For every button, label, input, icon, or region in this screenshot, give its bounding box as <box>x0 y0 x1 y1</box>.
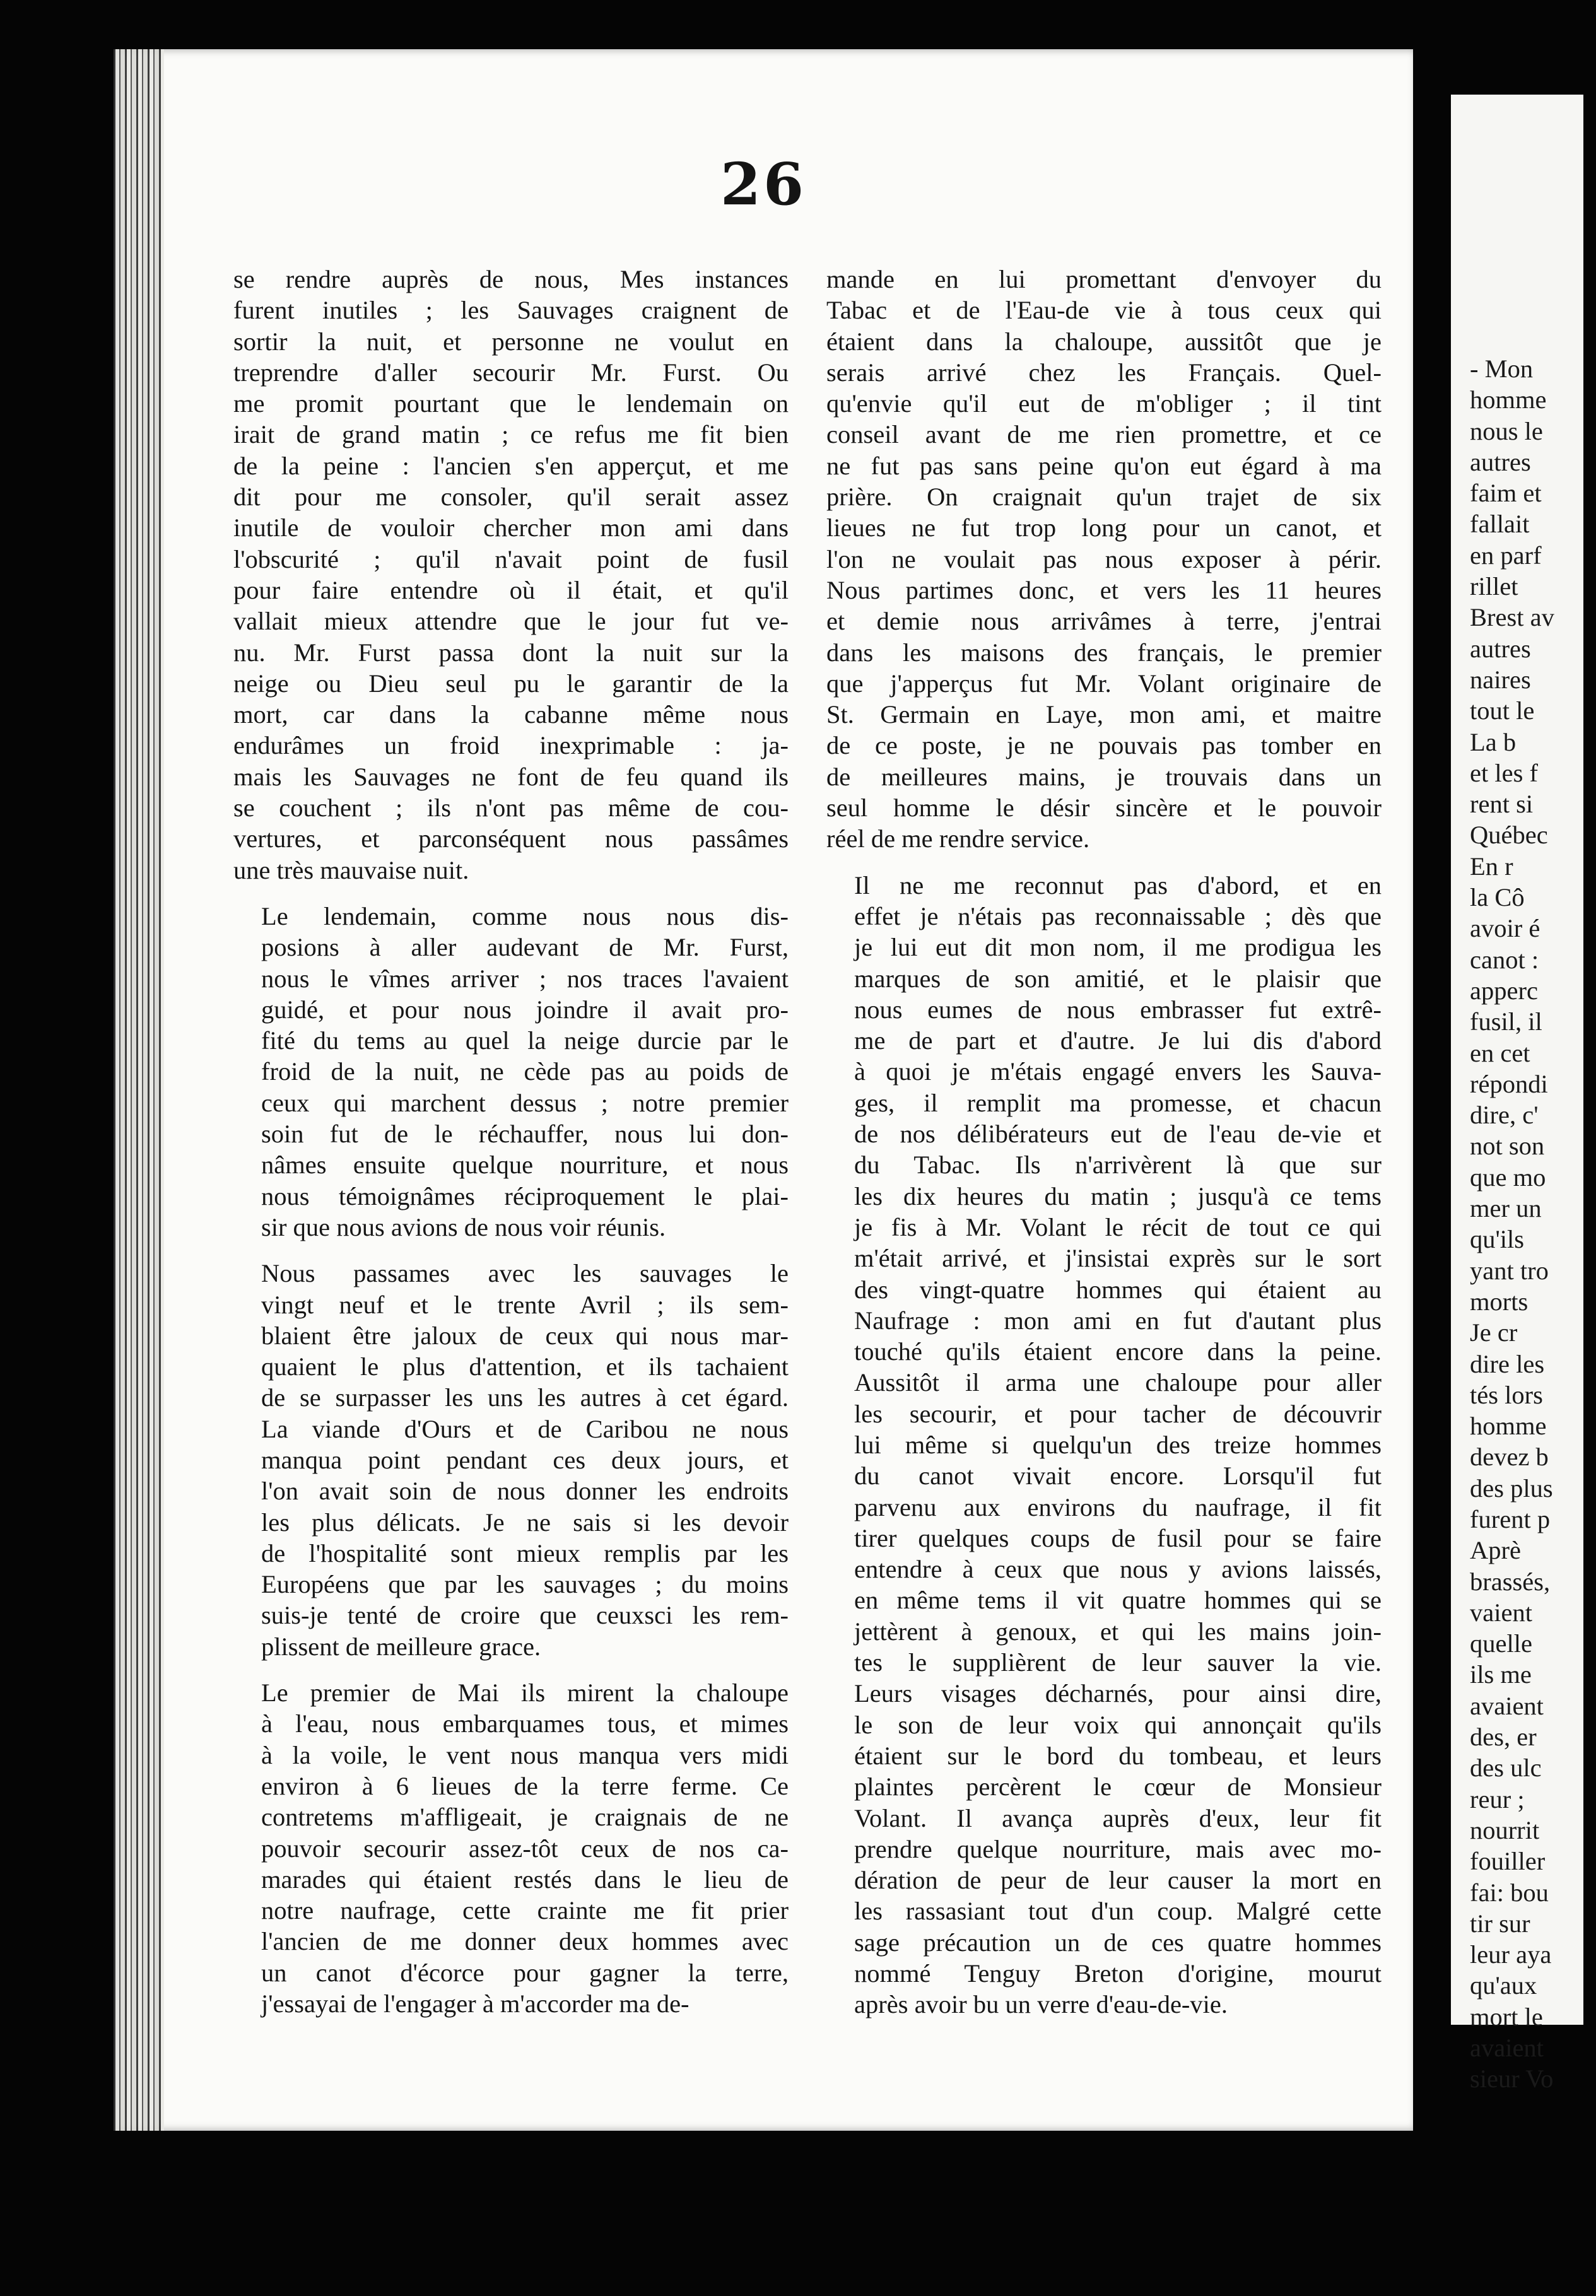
text-line: conseil avant de me rien promettre, et ce <box>826 420 1382 449</box>
facing-page-line: Brest av <box>1470 603 1554 632</box>
facing-page-line: brassés, <box>1470 1567 1551 1596</box>
text-line: entendre à ceux que nous y avions laissés, <box>854 1555 1382 1584</box>
paragraph <box>233 901 789 1243</box>
text-line: lui même si quelqu'un des treize hommes <box>854 1430 1382 1459</box>
text-line: sir que nous avions de nous voir réunis. <box>261 1212 666 1241</box>
text-line: nous eumes de nous embrasser fut extrê- <box>854 995 1382 1024</box>
facing-page-line: canot : <box>1470 945 1539 974</box>
text-line: serais arrivé chez les Français. Quel- <box>826 358 1382 387</box>
text-line: vingt neuf et le trente Avril ; ils sem- <box>261 1290 789 1319</box>
binding-edge <box>114 49 164 2131</box>
facing-page-line: tout le <box>1470 696 1535 725</box>
text-line: nommé Tenguy Breton d'origine, mourut <box>854 1959 1382 1988</box>
paragraph <box>826 870 1382 2020</box>
facing-page-line: La b <box>1470 727 1517 756</box>
facing-page-line: des plus <box>1470 1473 1553 1502</box>
facing-page-line: autres <box>1470 447 1531 476</box>
text-line: Nous partimes donc, et vers les 11 heures <box>826 575 1382 604</box>
text-line: de nos délibérateurs eut de l'eau de-vie et <box>854 1120 1382 1149</box>
text-line: me de part et d'autre. Je lui dis d'abord <box>854 1026 1382 1055</box>
text-line: Européens que par les sauvages ; du moins <box>261 1570 789 1599</box>
page-number: 26 <box>720 150 807 218</box>
facing-page-line: not son <box>1470 1132 1545 1161</box>
facing-page-line: faim et <box>1470 479 1542 508</box>
text-line: jettèrent à genoux, et qui les mains join- <box>854 1617 1382 1646</box>
text-line: en même tems il vit quatre hommes qui se <box>854 1586 1382 1615</box>
facing-page-line: homme <box>1470 1412 1547 1441</box>
text-line: l'ancien de me donner deux hommes avec <box>261 1927 789 1956</box>
facing-page-line: fai: bou <box>1470 1878 1549 1907</box>
text-line: plissent de meilleure grace. <box>261 1632 541 1661</box>
facing-page-line: reur ; <box>1470 1784 1525 1813</box>
text-line: vallait mieux attendre que le jour fut ve- <box>233 607 789 636</box>
facing-page-line: furent p <box>1470 1504 1551 1533</box>
facing-page-line: mer un <box>1470 1194 1542 1223</box>
text-line: mort, car dans la cabanne même nous <box>233 700 789 729</box>
facing-page-line: fouiller <box>1470 1847 1546 1876</box>
text-line: les dix heures du matin ; jusqu'à ce tems <box>854 1181 1382 1210</box>
text-line: nu. Mr. Furst passa dont la nuit sur la <box>233 638 789 667</box>
text-line: étaient sur le bord du tombeau, et leurs <box>854 1741 1382 1770</box>
text-line: nâmes ensuite quelque nourriture, et nous <box>261 1151 789 1180</box>
text-line: je lui eut dit mon nom, il me prodigua les <box>854 933 1382 962</box>
left-text-column <box>233 264 789 2034</box>
text-line: fité du tems au quel la neige durcie par le <box>261 1026 789 1055</box>
facing-page-line: répondi <box>1470 1069 1548 1098</box>
text-line: quaient le plus d'attention, et ils tachaient <box>261 1352 789 1381</box>
text-line: mais les Sauvages ne font de feu quand ils <box>233 762 789 791</box>
facing-page-line: fusil, il <box>1470 1007 1542 1036</box>
facing-page-text <box>1470 353 1596 2095</box>
text-line: nous le vîmes arriver ; nos traces l'avaient <box>261 964 789 993</box>
text-line: Tabac et de l'Eau-de vie à tous ceux qui <box>826 296 1382 325</box>
text-line: marades qui étaient restés dans le lieu de <box>261 1865 789 1894</box>
text-line: suis-je tenté de croire que ceuxsci les rem- <box>261 1601 789 1630</box>
text-line: le son de leur voix qui annonçait qu'ils <box>854 1710 1382 1739</box>
text-line: ceux qui marchent dessus ; notre premier <box>261 1088 789 1117</box>
text-line: notre naufrage, cette crainte me fit prier <box>261 1896 789 1925</box>
text-line: inutile de vouloir chercher mon ami dans <box>233 513 789 542</box>
facing-page-line: sieur Vo <box>1470 2065 1554 2094</box>
text-line: à quoi je m'étais engagé envers les Sauva- <box>854 1057 1382 1086</box>
facing-page-line: yant tro <box>1470 1256 1549 1285</box>
text-line: sage précaution un de ces quatre hommes <box>854 1928 1382 1957</box>
facing-page-line: dire, c' <box>1470 1101 1539 1130</box>
text-line: à la voile, le vent nous manqua vers midi <box>261 1740 789 1769</box>
text-line: tes le supplièrent de leur sauver la vie. <box>854 1648 1382 1677</box>
facing-page-line: En r <box>1470 852 1513 881</box>
facing-page-line: tés lors <box>1470 1380 1543 1409</box>
text-line: Le premier de Mai ils mirent la chaloupe <box>261 1678 789 1707</box>
text-line: contretems m'affligeait, je craignais de ne <box>261 1803 789 1832</box>
text-line: dération de peur de leur causer la mort en <box>854 1866 1382 1895</box>
text-line: l'on avait soin de nous donner les endroits <box>261 1477 789 1506</box>
facing-page-line: ils me <box>1470 1660 1532 1689</box>
facing-page-line: nous le <box>1470 416 1543 445</box>
text-line: après avoir bu un verre d'eau-de-vie. <box>854 1990 1228 2019</box>
text-line: Le lendemain, comme nous nous dis- <box>261 901 789 930</box>
facing-page-line: avoir é <box>1470 914 1540 943</box>
text-line: ne fut pas sans peine qu'on eut égard à ma <box>826 451 1382 480</box>
text-line: se rendre auprès de nous, Mes instances <box>233 265 789 293</box>
text-line: prendre quelque nourriture, mais avec mo- <box>854 1834 1382 1863</box>
text-line: de meilleures mains, je trouvais dans un <box>826 762 1382 791</box>
text-line: l'obscurité ; qu'il n'avait point de fusil <box>233 544 789 573</box>
text-line: ges, il remplit ma promesse, et chacun <box>854 1088 1382 1117</box>
text-line: que j'apperçus fut Mr. Volant originaire de <box>826 669 1382 698</box>
text-line: Nous passames avec les sauvages le <box>261 1259 789 1288</box>
text-line: m'était arrivé, et j'insistai exprès sur le sort <box>854 1244 1382 1273</box>
facing-page <box>1451 95 1583 2094</box>
paragraph <box>233 1258 789 1662</box>
facing-page-line: Aprè <box>1470 1536 1521 1565</box>
text-line: soin fut de le réchauffer, nous lui don- <box>261 1120 789 1149</box>
facing-page-line: des, er <box>1470 1723 1537 1752</box>
text-line: pouvoir secourir assez-tôt ceux de nos ca- <box>261 1834 789 1863</box>
text-line: furent inutiles ; les Sauvages craignent de <box>233 296 789 325</box>
text-line: à l'eau, nous embarquames tous, et mimes <box>261 1709 789 1738</box>
text-line: parvenu aux environs du naufrage, il fit <box>854 1492 1382 1521</box>
text-line: Aussitôt il arma une chaloupe pour aller <box>854 1368 1382 1397</box>
text-line: réel de me rendre service. <box>826 824 1090 853</box>
text-line: lieues ne fut trop long pour un canot, et <box>826 513 1382 542</box>
text-line: pour faire entendre où il était, et qu'il <box>233 575 789 604</box>
text-line: j'essayai de l'engager à m'accorder ma de- <box>261 1989 689 2018</box>
text-line: plaintes percèrent le cœur de Monsieur <box>854 1772 1382 1801</box>
text-line: l'on ne voulait pas nous exposer à périr. <box>826 544 1382 573</box>
text-line: une très mauvaise nuit. <box>233 855 469 884</box>
facing-page-line: homme <box>1470 385 1547 414</box>
text-line: nous témoignâmes réciproquement le plai- <box>261 1181 789 1210</box>
facing-page-line: que mo <box>1470 1163 1546 1192</box>
facing-page-line: vaient <box>1470 1598 1532 1627</box>
text-line: environ à 6 lieues de la terre ferme. Ce <box>261 1771 789 1800</box>
text-line: Il ne me reconnut pas d'abord, et en <box>854 870 1382 899</box>
text-line: guidé, et pour nous joindre il avait pro- <box>261 995 789 1024</box>
facing-page-line: des ulc <box>1470 1754 1542 1783</box>
text-line: La viande d'Ours et de Caribou ne nous <box>261 1414 789 1443</box>
facing-page-line: fallait <box>1470 510 1530 539</box>
text-line: endurâmes un froid inexprimable : ja- <box>233 731 789 760</box>
right-text-column <box>826 264 1382 2035</box>
facing-page-line: la Cô <box>1470 883 1525 912</box>
facing-page-line: avaient <box>1470 1691 1544 1720</box>
facing-page-line: devez b <box>1470 1443 1549 1472</box>
text-line: de l'hospitalité sont mieux remplis par les <box>261 1538 789 1567</box>
text-line: neige ou Dieu seul pu le garantir de la <box>233 669 789 698</box>
text-line: blaient être jaloux de ceux qui nous mar- <box>261 1321 789 1350</box>
text-line: les plus délicats. Je ne sais si les devoir <box>261 1508 789 1537</box>
text-line: touché qu'ils étaient encore dans la peine. <box>854 1337 1382 1366</box>
text-line: effet je n'étais pas reconnaissable ; dès que <box>854 901 1382 930</box>
text-line: les rassasiant tout d'un coup. Malgré cette <box>854 1897 1382 1926</box>
facing-page-line: avaient <box>1470 2034 1544 2063</box>
text-line: vertures, et parconséquent nous passâmes <box>233 824 789 853</box>
text-line: dans les maisons des français, le premier <box>826 638 1382 667</box>
facing-page-line: tir sur <box>1470 1909 1530 1938</box>
text-line: je fis à Mr. Volant le récit de tout ce qui <box>854 1212 1382 1241</box>
text-line: me promit pourtant que le lendemain on <box>233 389 789 418</box>
text-line: treprendre d'aller secourir Mr. Furst. Ou <box>233 358 789 387</box>
facing-page-line: naires <box>1470 665 1531 694</box>
text-line: un canot d'écorce pour gagner la terre, <box>261 1958 789 1987</box>
book-page <box>114 49 1413 2131</box>
text-line: qu'envie qu'il eut de m'obliger ; il tint <box>826 389 1382 418</box>
facing-page-line: quelle <box>1470 1629 1532 1658</box>
text-line: étaient dans la chaloupe, aussitôt que je <box>826 327 1382 356</box>
facing-page-line: morts <box>1470 1287 1529 1316</box>
text-line: manqua point pendant ces deux jours, et <box>261 1445 789 1474</box>
facing-page-line: et les f <box>1470 758 1538 787</box>
facing-page-line: dire les <box>1470 1349 1545 1378</box>
facing-page-line: autres <box>1470 634 1531 663</box>
text-line: du canot vivait encore. Lorsqu'il fut <box>854 1461 1382 1491</box>
facing-page-line: Québec <box>1470 821 1548 850</box>
text-line: seul homme le désir sincère et le pouvoir <box>826 794 1382 823</box>
text-line: du Tabac. Ils n'arrivèrent là que sur <box>854 1151 1382 1180</box>
facing-page-line: Je cr <box>1470 1318 1518 1347</box>
facing-page-line: apperc <box>1470 976 1538 1005</box>
text-line: Volant. Il avança auprès d'eux, leur fit <box>854 1803 1382 1832</box>
text-line: les secourir, et pour tacher de découvrir <box>854 1399 1382 1428</box>
facing-page-line: qu'aux <box>1470 1971 1537 2000</box>
text-line: se couchent ; ils n'ont pas même de cou- <box>233 794 789 823</box>
text-line: de ce poste, je ne pouvais pas tomber en <box>826 731 1382 760</box>
facing-page-line: en cet <box>1470 1038 1530 1067</box>
facing-page-line: nourrit <box>1470 1815 1540 1844</box>
text-line: Naufrage : mon ami en fut d'autant plus <box>854 1306 1382 1335</box>
text-line: St. Germain en Laye, mon ami, et maitre <box>826 700 1382 729</box>
facing-page-line: rillet <box>1470 572 1518 601</box>
facing-page-line: en parf <box>1470 541 1542 570</box>
text-line: mande en lui promettant d'envoyer du <box>826 265 1382 293</box>
text-line: dit pour me consoler, qu'il serait assez <box>233 483 789 512</box>
text-line: irait de grand matin ; ce refus me fit bien <box>233 420 789 449</box>
paragraph <box>233 264 789 886</box>
facing-page-line: - Mon <box>1470 354 1534 383</box>
text-line: sortir la nuit, et personne ne voulut en <box>233 327 789 356</box>
text-line: tirer quelques coups de fusil pour se faire <box>854 1523 1382 1552</box>
text-line: prière. On craignait qu'un trajet de six <box>826 483 1382 512</box>
paragraph <box>826 264 1382 855</box>
text-line: des vingt-quatre hommes qui étaient au <box>854 1275 1382 1304</box>
facing-page-line: leur aya <box>1470 1940 1552 1969</box>
text-line: et demie nous arrivâmes à terre, j'entrai <box>826 607 1382 636</box>
text-line: posions à aller audevant de Mr. Furst, <box>261 933 789 962</box>
text-line: Leurs visages décharnés, pour ainsi dire, <box>854 1679 1382 1708</box>
facing-page-line: mort le <box>1470 2002 1543 2031</box>
text-line: de se surpasser les uns les autres à cet égard. <box>261 1383 789 1412</box>
paragraph <box>233 1677 789 2019</box>
facing-page-line: qu'ils <box>1470 1225 1525 1254</box>
text-line: de la peine : l'ancien s'en apperçut, et me <box>233 451 789 480</box>
text-line: froid de la nuit, ne cède pas au poids de <box>261 1057 789 1086</box>
facing-page-line: rent si <box>1470 790 1534 819</box>
text-line: marques de son amitié, et le plaisir que <box>854 964 1382 993</box>
